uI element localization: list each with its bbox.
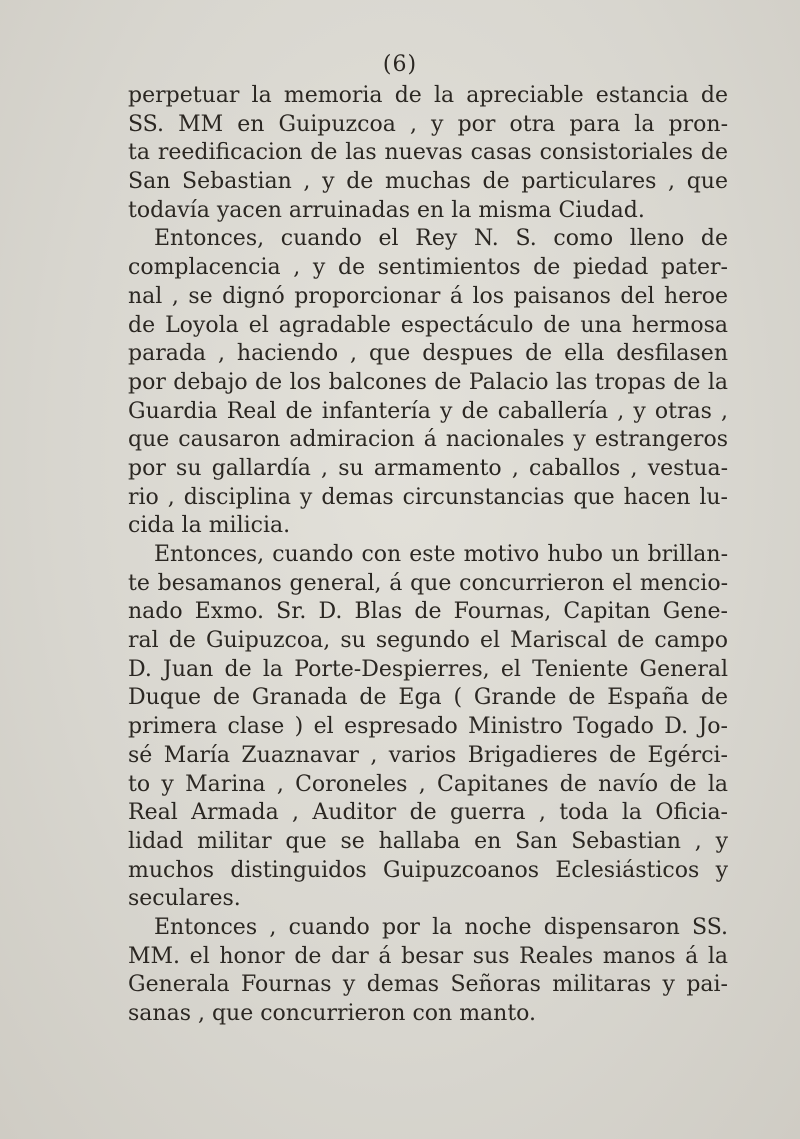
text-line: todavía yacen arruinadas en la misma Ciudad. (128, 197, 645, 223)
text-line: muchos distinguidos Guipuzcoanos Eclesiásticos y (128, 857, 728, 883)
text-line: Generala Fournas y demas Señoras militaras y pai- (128, 972, 728, 998)
text-line: lidad militar que se hallaba en San Sebastian , y (128, 828, 728, 854)
text-line: San Sebastian , y de muchas de particulares , que (128, 169, 728, 195)
text-line: sanas , que concurrieron con manto. (128, 1001, 537, 1026)
text-line: Entonces, cuando con este motivo hubo un brillan- (154, 542, 728, 567)
text-line: nal , se dignó proporcionar á los paisanos del heroe (128, 283, 728, 309)
text-line: to y Marina , Coroneles , Capitanes de navío de la (128, 771, 728, 797)
text-line: perpetuar la memoria de la apreciable estancia de (128, 83, 728, 108)
text-line: parada , haciendo , que despues de ella desfilasen (128, 341, 728, 367)
text-line: rio , disciplina y demas circunstancias que hacen lu- (128, 484, 728, 510)
text-line: te besamanos general, á que concurrieron el mencio- (128, 570, 728, 596)
text-line: nado Exmo. Sr. D. Blas de Fournas, Capitan Gene- (128, 599, 728, 625)
text-line: SS. MM en Guipuzcoa , y por otra para la pron- (128, 111, 728, 137)
text-line: primera clase ) el espresado Ministro Togado D. Jo- (128, 714, 728, 740)
body-text (128, 82, 728, 1029)
text-line: Entonces, cuando el Rey N. S. como lleno de (154, 226, 728, 252)
text-line: ta reedificacion de las nuevas casas consistoriales de (128, 140, 728, 166)
text-line: Entonces , cuando por la noche dispensaron SS. (154, 914, 728, 940)
text-line: seculares. (128, 886, 241, 912)
text-line: que causaron admiracion á nacionales y estrangeros (128, 427, 728, 453)
text-line: Guardia Real de infantería y de caballería , y otras , (128, 398, 728, 424)
text-line: por su gallardía , su armamento , caballos , vestua- (128, 455, 728, 481)
text-line: Duque de Granada de Ega ( Grande de España de (128, 685, 728, 711)
text-line: cida la milicia. (128, 513, 291, 539)
text-line: ral de Guipuzcoa, su segundo el Mariscal de campo (128, 628, 728, 654)
text-line: Real Armada , Auditor de guerra , toda la Oficia- (128, 800, 728, 826)
page-number: (6) (382, 52, 418, 77)
text-line: de Loyola el agradable espectáculo de una hermosa (128, 312, 728, 338)
text-line: sé María Zuaznavar , varios Brigadieres de Egérci- (128, 742, 728, 768)
text-line: por debajo de los balcones de Palacio las tropas de la (128, 369, 728, 395)
text-line: complacencia , y de sentimientos de piedad pater- (128, 255, 728, 281)
text-line: D. Juan de la Porte-Despierres, el Teniente General (128, 656, 728, 682)
text-line: MM. el honor de dar á besar sus Reales manos á la (128, 943, 728, 969)
